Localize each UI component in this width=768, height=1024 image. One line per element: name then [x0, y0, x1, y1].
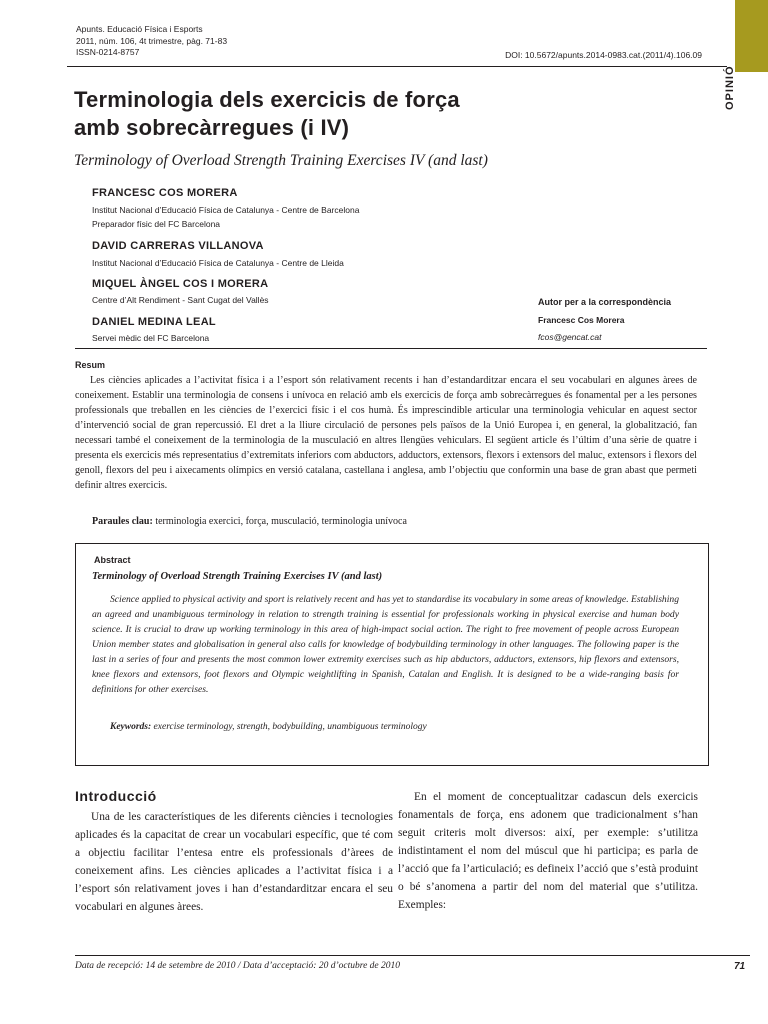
intro-heading: Introducció — [75, 788, 157, 804]
abstract-keywords — [110, 722, 427, 732]
author-affiliation: Institut Nacional d’Educació Física de Catalunya - Centre de Lleida — [92, 258, 344, 268]
abstract-text: Science applied to physical activity and sport is relatively recent and has yet to standardise its vocabulary in some areas of knowledge. Establishing an agreed and unambiguous terminology in relation to strength training is essential for professionals working in physical exercise and human body science. It is crucial to draw up working terminology in this area of high-impact social action. The right to free movement of people across European Union member states and globalisation in general also calls for knowledge of bodybuilding terminology in other languages. The following paper is the last in a series of four and presents the most common lower extremity exercises such as hip abductors, adductors, extensors, hip flexors and extensors, knee flexors and extensors, foot flexors and Olympic weightlifting in Spanish, Catalan and English. It is designed to be a wide-ranging basis for definitions for other exercises. — [92, 594, 679, 695]
abstract-title: Terminology of Overload Strength Training Exercises IV (and last) — [92, 571, 383, 582]
author-name: FRANCESC COS MORERA — [92, 187, 238, 199]
footer-divider — [75, 955, 750, 956]
journal-info — [76, 24, 227, 59]
abstract-keywords-label: Keywords: — [110, 722, 152, 732]
abstract-keywords-text: exercise terminology, strength, bodybuilding, unambiguous terminology — [151, 722, 427, 732]
correspondence-heading: Autor per a la correspondència — [538, 297, 672, 307]
resum-text: Les ciències aplicades a l’activitat física i a l’esport són relativament recents i han d’estandarditzar encara el seu vocabulari en algunes àrees de coneixement. Establir una terminologia de consens i unívoca en relació amb els exercicis de força amb sobrecàrregues és fonamental per a les persones professionals que treballen en les ciències de l’exercici físic i el cos humà. És imprescindible articular una terminologia vehicular en aquest sector d’intervenció social de gran repercussió. El dret a la lliure circulació de persones pels països de la Unió Europea i, en general, la globalització, fan necessari també el coneixement de la terminologia de la musculació en altres llengües vehiculars. El següent article és l’últim d’una sèrie de quatre i presenta els exercicis més representatius d’extremitats inferiors com abductors, adductors, extensors, flexors i extensors del maluc, extensors i flexors del genoll, flexors del peu i aixecaments olímpics en versió catalana, castellana i anglesa, amb l’objectiu que conformin una base de gran abast que permeti definir altres exercicis. — [75, 375, 697, 491]
author-affiliation: Preparador físic del FC Barcelona — [92, 219, 221, 229]
abstract-heading: Abstract — [94, 555, 131, 565]
header-divider — [67, 66, 727, 67]
journal-issue: 2011, núm. 106, 4t trimestre, pàg. 71-83 — [76, 35, 228, 46]
doi: DOI: 10.5672/apunts.2014-0983.cat.(2011/4).106.09 — [505, 50, 702, 60]
author-name: DANIEL MEDINA LEAL — [92, 316, 216, 328]
author-affiliation: Servei mèdic del FC Barcelona — [92, 333, 210, 343]
page-number: 71 — [734, 961, 746, 972]
keywords-text: terminologia exercici, força, musculació, terminologia unívoca — [152, 516, 407, 527]
correspondence-email[interactable]: fcos@gencat.cat — [538, 332, 602, 342]
intro-left-column: Una de les característiques de les diferents ciències i tecnologies aplicades és la capacitat de crear un vocabulari específic, que té com a objectiu facilitar l’entesa entre els professionals d’àrees de coneixement afins. Les ciències aplicades a l’activitat física i a l’esport són relativament joves i han d’estandarditzar encara el seu vocabulari en algunes àrees. — [75, 811, 393, 913]
journal-issn: ISSN-0214-8757 — [76, 47, 140, 57]
author-name: DAVID CARRERAS VILLANOVA — [92, 240, 264, 252]
journal-name: Apunts. Educació Física i Esports — [76, 24, 203, 34]
resum-heading: Resum — [75, 360, 106, 370]
section-label: OPINIÓ — [724, 65, 736, 110]
article-title — [74, 86, 460, 142]
keywords-label: Paraules clau: — [92, 516, 153, 527]
title-line-1: Terminologia dels exercicis de força — [74, 87, 460, 112]
title-line-2: amb sobrecàrregues (i IV) — [74, 115, 350, 140]
footer-dates: Data de recepció: 14 de setembre de 2010 / Data d’acceptació: 20 d’octubre de 2010 — [75, 961, 401, 971]
keywords — [92, 516, 407, 527]
author-affiliation: Centre d’Alt Rendiment - Sant Cugat del Vallès — [92, 295, 269, 305]
article-subtitle: Terminology of Overload Strength Training Exercises IV (and last) — [74, 152, 488, 169]
correspondence-name: Francesc Cos Morera — [538, 315, 625, 325]
resum-divider — [75, 348, 707, 349]
section-color-tab — [735, 0, 768, 72]
intro-right-column: En el moment de conceptualitzar cadascun dels exercicis fonamentals de força, ens adonem que tradicionalment s’han seguit criteris molt diversos: així, per exemple: s’utilitza indistintament el nom del múscul que hi participa; es parla de l’acció que fa l’articulació; es defineix l’acció que s’està produint o bé s’anomena a partir del nom del material que s’utilitza. Exemples: — [398, 791, 698, 911]
author-name: MIQUEL ÀNGEL COS I MORERA — [92, 278, 269, 290]
author-affiliation: Institut Nacional d’Educació Física de Catalunya - Centre de Barcelona — [92, 205, 360, 215]
